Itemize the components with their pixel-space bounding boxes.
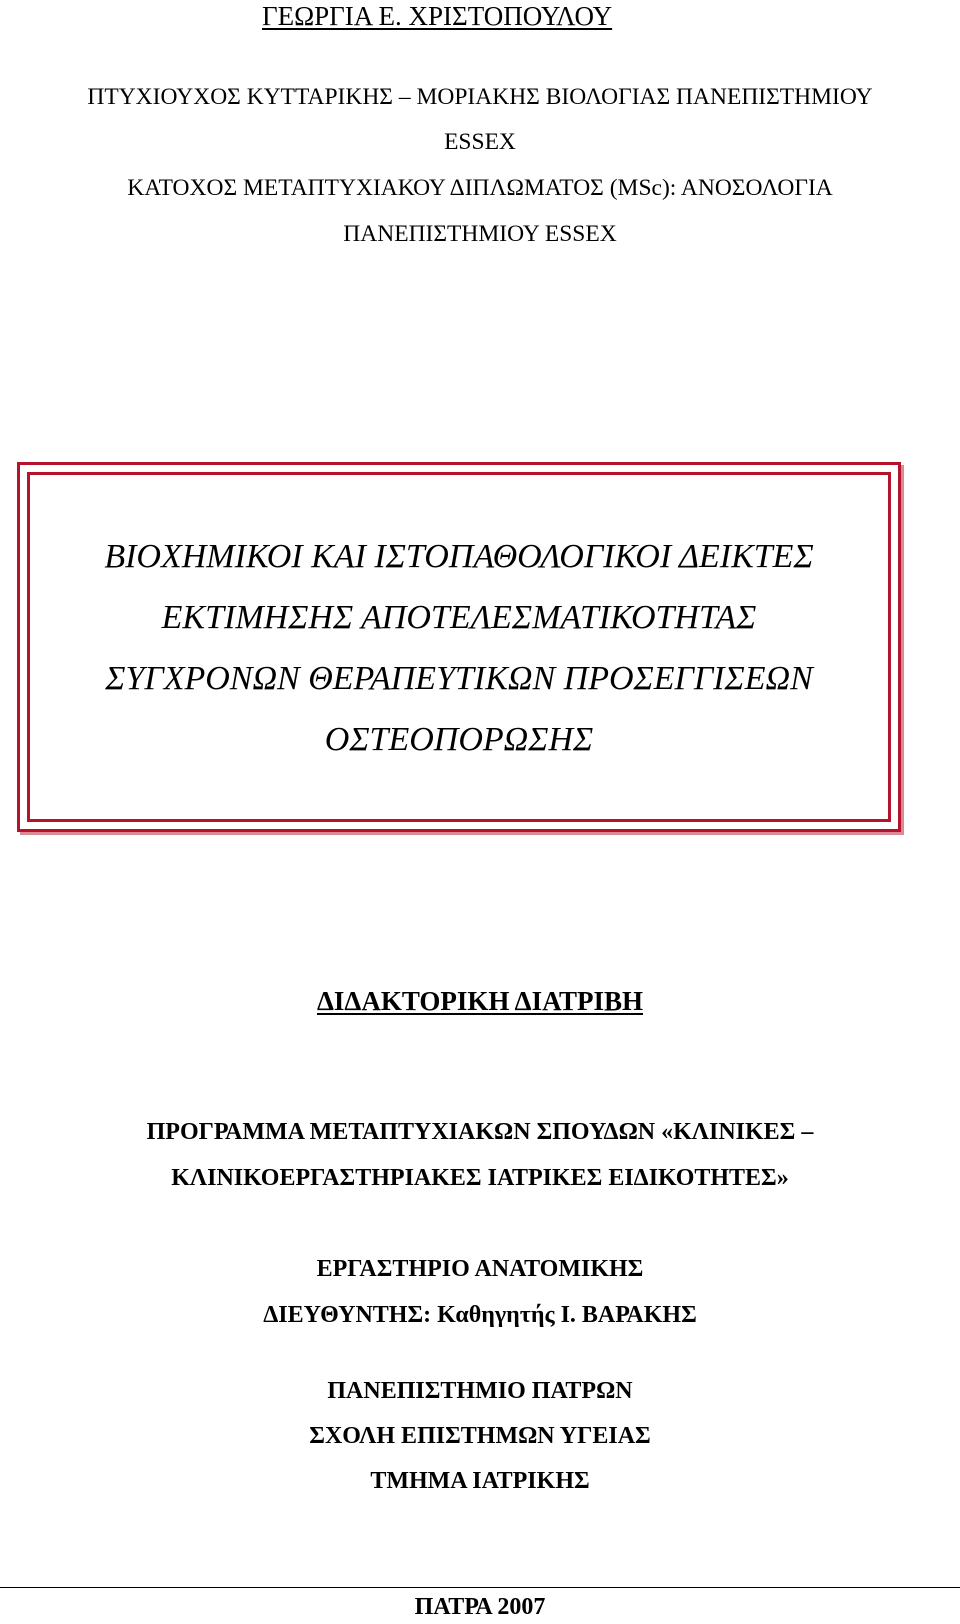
author-name: ΓΕΩΡΓΙΑ Ε. ΧΡΙΣΤΟΠΟΥΛΟΥ xyxy=(262,1,613,31)
title-frame-inner xyxy=(27,472,891,822)
institution-line: ΠΑΝΕΠΙΣΤΗΜΙΟ ΠΑΤΡΩΝ xyxy=(327,1378,633,1404)
thesis-title-line: ΒΙΟΧΗΜΙΚΟΙ ΚΑΙ ΙΣΤΟΠΑΘΟΛΟΓΙΚΟΙ ΔΕΙΚΤΕΣ xyxy=(104,538,814,575)
thesis-title-line: ΕΚΤΙΜΗΣΗΣ ΑΠΟΤΕΛΕΣΜΑΤΙΚΟΤΗΤΑΣ xyxy=(161,599,757,636)
credential-line: ΠΤΥΧΙΟΥΧΟΣ ΚΥΤΤΑΡΙΚΗΣ – ΜΟΡΙΑΚΗΣ ΒΙΟΛΟΓΙΑΣ ΠΑΝΕΠΙΣΤΗΜΙΟΥ xyxy=(87,84,873,110)
credential-line: ΚΑΤΟΧΟΣ ΜΕΤΑΠΤΥΧΙΑΚΟΥ ΔΙΠΛΩΜΑΤΟΣ (MSc): ΑΝΟΣΟΛΟΓΙΑ xyxy=(127,175,833,201)
program-line: ΚΛΙΝΙΚΟΕΡΓΑΣΤΗΡΙΑΚΕΣ ΙΑΤΡΙΚΕΣ ΕΙΔΙΚΟΤΗΤΕΣ» xyxy=(171,1165,789,1191)
institution-line: ΤΜΗΜΑ ΙΑΤΡΙΚΗΣ xyxy=(370,1468,590,1494)
place-year: ΠΑΤΡΑ 2007 xyxy=(414,1594,546,1620)
laboratory-line: ΔΙΕΥΘΥΝΤΗΣ: Καθηγητής Ι. ΒΑΡΑΚΗΣ xyxy=(263,1302,697,1328)
institution-line: ΣΧΟΛΗ ΕΠΙΣΤΗΜΩΝ ΥΓΕΙΑΣ xyxy=(309,1423,651,1449)
thesis-title-line: ΟΣΤΕΟΠΟΡΩΣΗΣ xyxy=(324,721,594,758)
document-type: ΔΙΔΑΚΤΟΡΙΚΗ ΔΙΑΤΡΙΒΗ xyxy=(317,986,643,1016)
laboratory-line: ΕΡΓΑΣΤΗΡΙΟ ΑΝΑΤΟΜΙΚΗΣ xyxy=(316,1256,644,1282)
credential-line: ΠΑΝΕΠΙΣΤΗΜΙΟΥ ESSEX xyxy=(343,221,617,247)
footer-rule xyxy=(0,1587,960,1588)
program-line: ΠΡΟΓΡΑΜΜΑ ΜΕΤΑΠΤΥΧΙΑΚΩΝ ΣΠΟΥΔΩΝ «ΚΛΙΝΙΚΕΣ – xyxy=(146,1119,814,1145)
thesis-title-line: ΣΥΓΧΡΟΝΩΝ ΘΕΡΑΠΕΥΤΙΚΩΝ ΠΡΟΣΕΓΓΙΣΕΩΝ xyxy=(105,660,813,697)
credential-line: ESSEX xyxy=(444,129,516,155)
